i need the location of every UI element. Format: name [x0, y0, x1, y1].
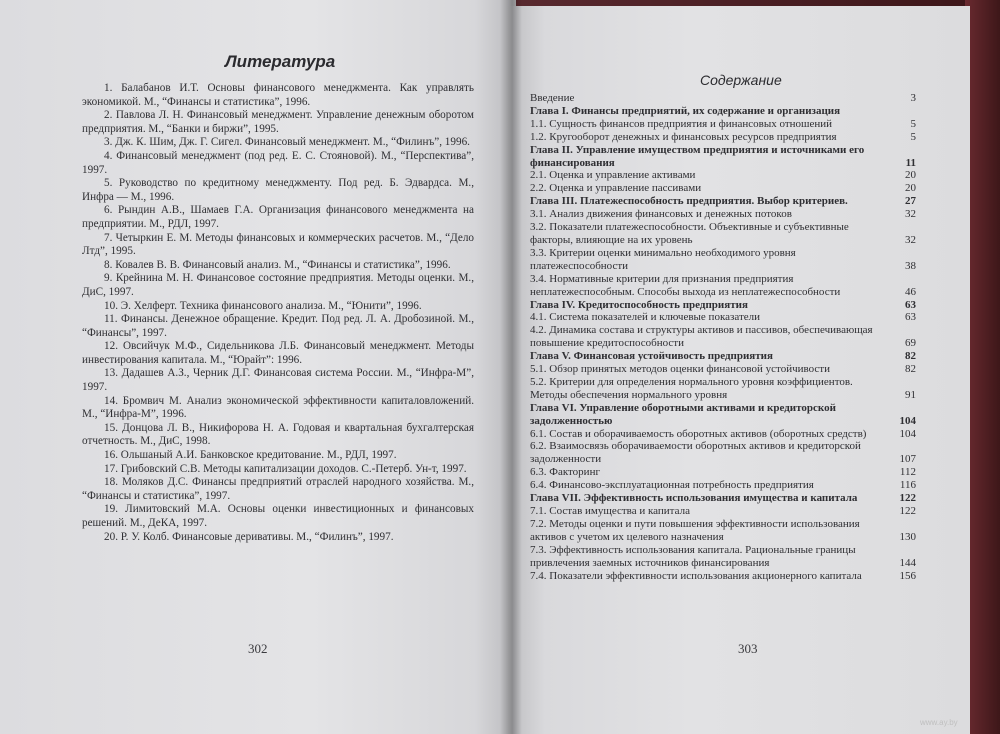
toc-entry-text: 4.1. Система показателей и ключевые показатели — [530, 311, 761, 324]
toc-page-number: 116 — [899, 479, 916, 492]
page-title: Литература — [225, 52, 336, 71]
toc-entry-text: 3.4. Нормативные критерии для признания предприятия неплатежеспособным. Способы выхода из неплатежеспособности — [530, 272, 841, 298]
toc-entry-text: 7.4. Показатели эффективности использования акционерного капитала — [530, 569, 862, 582]
toc-page-number: 46 — [905, 285, 916, 298]
toc-entry-text: 7.2. Методы оценки и пути повышения эффективности использования активов с учетом их целевого назначения — [530, 517, 860, 543]
reference-item: 10. Э. Хелферт. Техника финансового анализа. М., “Юнити”, 1996. — [104, 299, 422, 312]
toc-page-number: 144 — [899, 556, 916, 569]
toc-page-number: 156 — [899, 569, 916, 582]
toc-entry-text: 6.4. Финансово-эксплуатационная потребность предприятия — [530, 479, 814, 492]
toc-entry-text: Глава VI. Управление оборотными активами и кредиторской задолженностью — [530, 401, 836, 427]
toc-section — [530, 518, 916, 544]
toc-entry-text: Введение — [530, 92, 575, 104]
toc-entry-text: Глава I. Финансы предприятий, их содержание и организация — [530, 104, 841, 117]
toc-section — [530, 247, 916, 273]
reference-item: 12. Овсийчук М.Ф., Сидельникова Л.Б. Финансовый менеджмент. Методы инвестирования капитала. М., “Юрайт”: 1996. — [82, 340, 474, 366]
toc-section — [530, 131, 916, 144]
reference-item: 5. Руководство по кредитному менеджменту. Под ред. Б. Эдвардса. М., Инфра — М., 1996. — [82, 177, 474, 203]
toc-entry-text: 3.2. Показатели платежеспособности. Объективные и субъективные факторы, влияющие на их уровень — [530, 221, 849, 246]
toc-page-number: 20 — [905, 182, 916, 195]
reference-item: 19. Лимитовский М.А. Основы оценки инвестиционных и финансовых решений. М., ДеКА, 1997. — [82, 503, 474, 529]
toc-entry-text: 6.2. Взаимосвязь оборачиваемости оборотных активов и кредиторской задолженности — [530, 440, 861, 466]
toc-section — [530, 428, 916, 441]
toc-page-number: 5 — [910, 117, 916, 130]
toc-section — [530, 273, 916, 299]
watermark: www.ay.by — [920, 718, 958, 727]
toc-page-number: 63 — [905, 298, 916, 311]
toc-section — [530, 570, 916, 583]
toc-section — [530, 466, 916, 479]
toc-entry-text: 5.1. Обзор принятых методов оценки финансовой устойчивости — [530, 363, 830, 376]
toc-entry-text: Глава V. Финансовая устойчивость предприятия — [530, 350, 773, 363]
toc-chapter — [530, 350, 916, 363]
page-title: Содержание — [700, 72, 782, 88]
toc-entry-text: 2.2. Оценка и управление пассивами — [530, 182, 702, 195]
toc-entry-text: 7.1. Состав имущества и капитала — [530, 505, 690, 517]
reference-item: 11. Финансы. Денежное обращение. Кредит. Под ред. Л. А. Дробозиной. М., “Финансы”, 1997. — [82, 313, 474, 339]
toc-page-number: 82 — [905, 350, 916, 363]
toc-section — [530, 505, 916, 518]
toc-section — [530, 221, 916, 247]
toc-section — [530, 544, 916, 570]
page-number: 303 — [738, 641, 758, 656]
toc-section — [530, 376, 916, 402]
page-number: 302 — [248, 641, 268, 656]
reference-item: 20. Р. У. Колб. Финансовые деривативы. М., “Филинъ”, 1997. — [104, 530, 394, 543]
toc-page-number: 91 — [905, 388, 916, 401]
reference-item: 18. Моляков Д.С. Финансы предприятий отраслей народного хозяйства. М., “Финансы и статистика”, 1997. — [82, 476, 474, 502]
toc-page-number: 20 — [905, 169, 916, 182]
toc-page-number: 32 — [905, 208, 916, 221]
reference-item: 7. Четыркин Е. М. Методы финансовых и коммерческих расчетов. М., “Дело Лтд”, 1995. — [82, 231, 474, 258]
toc-page-number: 122 — [899, 505, 916, 517]
toc-page-number: 104 — [899, 414, 916, 427]
reference-item: 15. Донцова Л. В., Никифорова Н. А. Годовая и квартальная бухгалтерская отчетность. М., ДиС, 1998. — [82, 421, 474, 448]
toc-chapter — [530, 105, 916, 118]
reference-item: 8. Ковалев В. В. Финансовый анализ. М., “Финансы и статистика”, 1996. — [104, 258, 451, 271]
toc-chapter — [530, 195, 916, 208]
reference-item: 13. Дадашев А.З., Черник Д.Г. Финансовая система России. М., “Инфра-М”, 1997. — [82, 367, 474, 394]
table-of-contents — [530, 92, 916, 582]
toc-section — [530, 363, 916, 376]
toc-section — [530, 118, 916, 131]
toc-page-number: 5 — [910, 130, 916, 143]
toc-entry-text: Глава III. Платежеспособность предприятия. Выбор критериев. — [530, 195, 848, 208]
toc-section — [530, 311, 916, 324]
toc-chapter — [530, 492, 916, 505]
reference-item: 1. Балабанов И.Т. Основы финансового менеджмента. Как управлять экономикой. М., “Финансы и статистика”, 1996. — [82, 82, 474, 108]
toc-page-number: 11 — [905, 156, 916, 169]
toc-entry-text: Глава II. Управление имуществом предприятия и источниками его финансирования — [530, 143, 865, 169]
toc-chapter — [530, 299, 916, 312]
toc-page-number: 130 — [899, 530, 916, 543]
toc-page-number: 69 — [905, 337, 916, 350]
reference-item: 17. Грибовский С.В. Методы капитализации доходов. С.-Петерб. Ун-т, 1997. — [104, 462, 467, 475]
toc-page-number: 82 — [905, 363, 916, 376]
toc-page-number: 107 — [899, 453, 916, 466]
toc-chapter — [530, 144, 916, 170]
toc-entry-text: 5.2. Критерии для определения нормального уровня коэффициентов. Методы обеспечения нормального уровня — [530, 375, 853, 401]
reference-list — [82, 82, 474, 544]
toc-page-number: 104 — [899, 427, 916, 440]
toc-entry-text: 1.1. Сущность финансов предприятия и финансовых отношений — [530, 117, 833, 130]
toc-page-number: 3 — [910, 92, 916, 104]
toc-page-number: 112 — [899, 466, 916, 479]
toc-entry-text: 4.2. Динамика состава и структуры активов и пассивов, обеспечивающая повышение кредитоспособности — [530, 324, 873, 350]
reference-item: 9. Крейнина М. Н. Финансовое состояние предприятия. Методы оценки. М., ДиС, 1997. — [82, 272, 474, 298]
toc-page-number: 27 — [905, 195, 916, 208]
toc-entry-text: 7.3. Эффективность использования капитала. Рациональные границы привлечения заемных источников финансирования — [530, 543, 856, 569]
reference-item: 16. Ольшаный А.И. Банковское кредитование. М., РДЛ, 1997. — [104, 449, 397, 462]
toc-page-number: 32 — [905, 233, 916, 246]
toc-entry-text: 1.2. Кругооборот денежных и финансовых ресурсов предприятия — [530, 130, 837, 143]
toc-entry-text: 3.1. Анализ движения финансовых и денежных потоков — [530, 208, 792, 221]
book-spine-fold — [500, 0, 522, 734]
toc-section — [530, 324, 916, 350]
toc-entry-text: 6.1. Состав и оборачиваемость оборотных активов (оборотных средств) — [530, 427, 867, 440]
toc-entry-text: 6.3. Факторинг — [530, 466, 600, 479]
toc-section — [530, 208, 916, 221]
reference-item: 14. Бромвич М. Анализ экономической эффективности капиталовложений. М., “Инфра-М”, 1996. — [82, 394, 474, 421]
toc-entry-text: Глава VII. Эффективность использования имущества и капитала — [530, 492, 858, 505]
toc-page-number: 63 — [905, 311, 916, 324]
right-page — [508, 6, 970, 734]
toc-page-number: 38 — [905, 259, 916, 272]
book-cover-edge — [965, 0, 1000, 734]
toc-entry-text: 2.1. Оценка и управление активами — [530, 169, 696, 182]
toc-section — [530, 440, 916, 466]
reference-item: 2. Павлова Л. Н. Финансовый менеджмент. Управление денежным оборотом предприятия. М., “Банки и биржи”, 1995. — [82, 109, 474, 135]
reference-item: 4. Финансовый менеджмент (под ред. Е. С. Стояновой). М., “Перспектива”, 1997. — [82, 149, 474, 176]
toc-chapter — [530, 402, 916, 428]
toc-entry-text: 3.3. Критерии оценки минимально необходимого уровня платежеспособности — [530, 246, 796, 272]
toc-section — [530, 182, 916, 195]
toc-section — [530, 169, 916, 182]
toc-page-number: 122 — [899, 492, 916, 505]
reference-item: 6. Рындин А.В., Шамаев Г.А. Организация финансового менеджмента на предприятии. М., РДЛ, 1997. — [82, 204, 474, 230]
toc-entry-text: Глава IV. Кредитоспособность предприятия — [530, 298, 748, 311]
toc-section — [530, 479, 916, 492]
toc-section — [530, 92, 916, 105]
reference-item: 3. Дж. К. Шим, Дж. Г. Сигел. Финансовый менеджмент. М., “Филинъ”, 1996. — [104, 136, 470, 149]
